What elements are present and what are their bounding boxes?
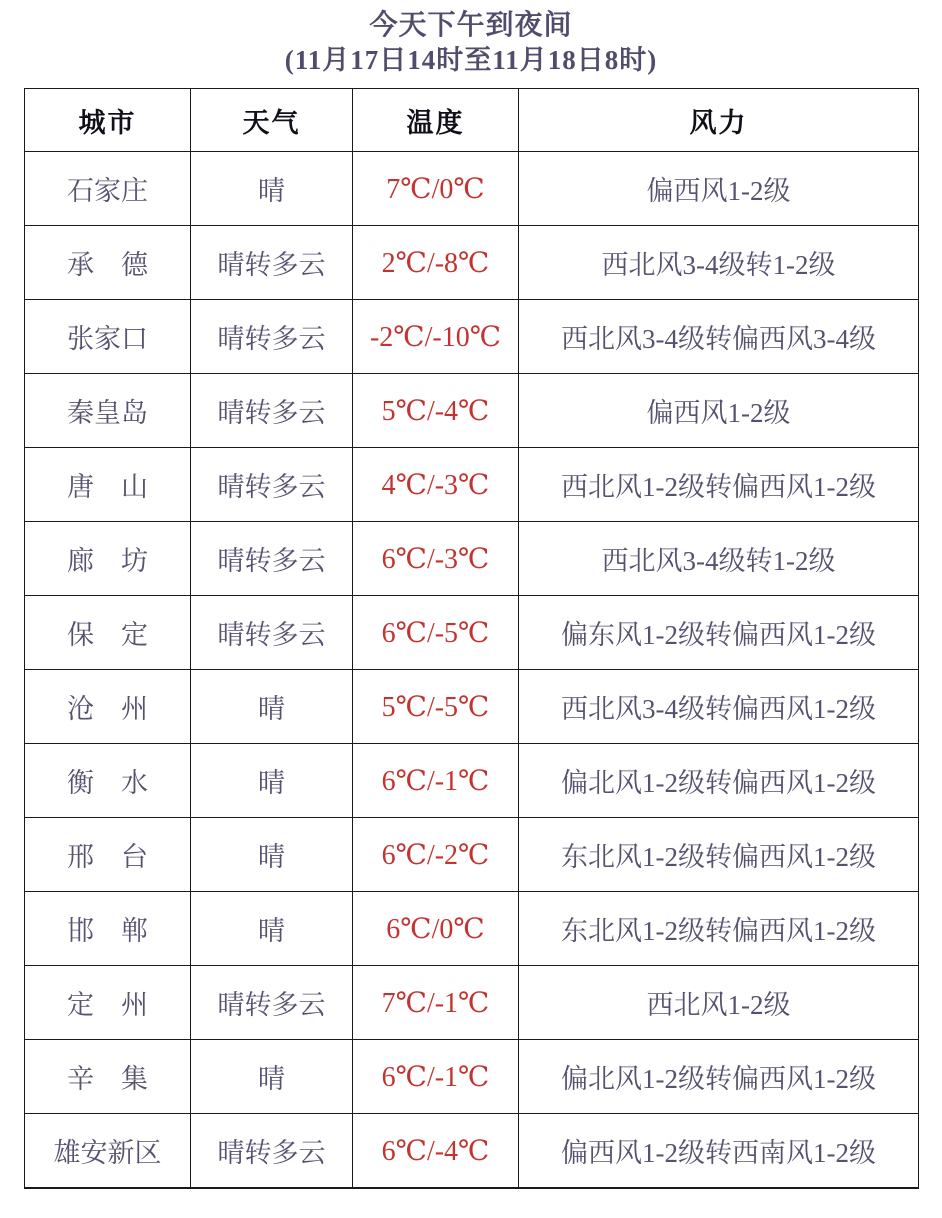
weather-cell: 晴转多云 xyxy=(191,300,353,374)
weather-cell: 晴转多云 xyxy=(191,448,353,522)
table-row xyxy=(25,152,919,226)
weather-cell: 晴 xyxy=(191,152,353,226)
wind-cell: 西北风3-4级转1-2级 xyxy=(519,522,919,596)
header-weather: 天气 xyxy=(191,89,353,152)
table-row xyxy=(25,1040,919,1114)
temperature-cell: 6℃/-2℃ xyxy=(353,818,519,892)
forecast-table xyxy=(24,88,919,1189)
wind-cell: 西北风3-4级转偏西风3-4级 xyxy=(519,300,919,374)
wind-cell: 东北风1-2级转偏西风1-2级 xyxy=(519,818,919,892)
weather-cell: 晴 xyxy=(191,1040,353,1114)
table-row xyxy=(25,596,919,670)
weather-cell: 晴 xyxy=(191,744,353,818)
table-row xyxy=(25,374,919,448)
wind-cell: 西北风1-2级转偏西风1-2级 xyxy=(519,448,919,522)
city-cell: 唐 山 xyxy=(25,448,191,522)
temperature-cell: 5℃/-5℃ xyxy=(353,670,519,744)
weather-cell: 晴 xyxy=(191,818,353,892)
header-row xyxy=(25,89,919,152)
wind-cell: 西北风1-2级 xyxy=(519,966,919,1040)
temperature-cell: 6℃/-1℃ xyxy=(353,1040,519,1114)
weather-cell: 晴转多云 xyxy=(191,1114,353,1188)
title-line-1: 今天下午到夜间 xyxy=(369,10,573,41)
city-cell: 张家口 xyxy=(25,300,191,374)
page-title xyxy=(0,0,942,77)
table-row xyxy=(25,226,919,300)
table-row xyxy=(25,892,919,966)
city-cell: 保 定 xyxy=(25,596,191,670)
city-cell: 石家庄 xyxy=(25,152,191,226)
weather-cell: 晴转多云 xyxy=(191,374,353,448)
header-city: 城市 xyxy=(25,89,191,152)
temperature-cell: 7℃/0℃ xyxy=(353,152,519,226)
temperature-cell: 2℃/-8℃ xyxy=(353,226,519,300)
temperature-cell: -2℃/-10℃ xyxy=(353,300,519,374)
wind-cell: 西北风3-4级转偏西风1-2级 xyxy=(519,670,919,744)
wind-cell: 西北风3-4级转1-2级 xyxy=(519,226,919,300)
city-cell: 辛 集 xyxy=(25,1040,191,1114)
weather-cell: 晴 xyxy=(191,892,353,966)
temperature-cell: 7℃/-1℃ xyxy=(353,966,519,1040)
temperature-cell: 6℃/0℃ xyxy=(353,892,519,966)
header-wind: 风力 xyxy=(519,89,919,152)
city-cell: 邢 台 xyxy=(25,818,191,892)
city-cell: 承 德 xyxy=(25,226,191,300)
wind-cell: 偏北风1-2级转偏西风1-2级 xyxy=(519,744,919,818)
weather-cell: 晴 xyxy=(191,670,353,744)
weather-cell: 晴转多云 xyxy=(191,522,353,596)
temperature-cell: 5℃/-4℃ xyxy=(353,374,519,448)
title-line-2: (11月17日14时至11月18日8时) xyxy=(284,45,658,76)
temperature-cell: 6℃/-4℃ xyxy=(353,1114,519,1188)
city-cell: 衡 水 xyxy=(25,744,191,818)
weather-cell: 晴转多云 xyxy=(191,966,353,1040)
table-row xyxy=(25,522,919,596)
city-cell: 廊 坊 xyxy=(25,522,191,596)
wind-cell: 偏西风1-2级 xyxy=(519,152,919,226)
header-temperature: 温度 xyxy=(353,89,519,152)
table-row xyxy=(25,1114,919,1188)
wind-cell: 偏西风1-2级 xyxy=(519,374,919,448)
city-cell: 雄安新区 xyxy=(25,1114,191,1188)
city-cell: 沧 州 xyxy=(25,670,191,744)
table-row xyxy=(25,744,919,818)
temperature-cell: 6℃/-1℃ xyxy=(353,744,519,818)
table-row xyxy=(25,300,919,374)
forecast-table-body xyxy=(25,152,919,1188)
temperature-cell: 6℃/-5℃ xyxy=(353,596,519,670)
table-row xyxy=(25,966,919,1040)
weather-cell: 晴转多云 xyxy=(191,226,353,300)
forecast-table-header xyxy=(25,89,919,152)
wind-cell: 偏西风1-2级转西南风1-2级 xyxy=(519,1114,919,1188)
wind-cell: 偏北风1-2级转偏西风1-2级 xyxy=(519,1040,919,1114)
temperature-cell: 6℃/-3℃ xyxy=(353,522,519,596)
city-cell: 定 州 xyxy=(25,966,191,1040)
table-row xyxy=(25,818,919,892)
wind-cell: 偏东风1-2级转偏西风1-2级 xyxy=(519,596,919,670)
table-row xyxy=(25,448,919,522)
temperature-cell: 4℃/-3℃ xyxy=(353,448,519,522)
table-row xyxy=(25,670,919,744)
city-cell: 邯 郸 xyxy=(25,892,191,966)
wind-cell: 东北风1-2级转偏西风1-2级 xyxy=(519,892,919,966)
city-cell: 秦皇岛 xyxy=(25,374,191,448)
weather-cell: 晴转多云 xyxy=(191,596,353,670)
